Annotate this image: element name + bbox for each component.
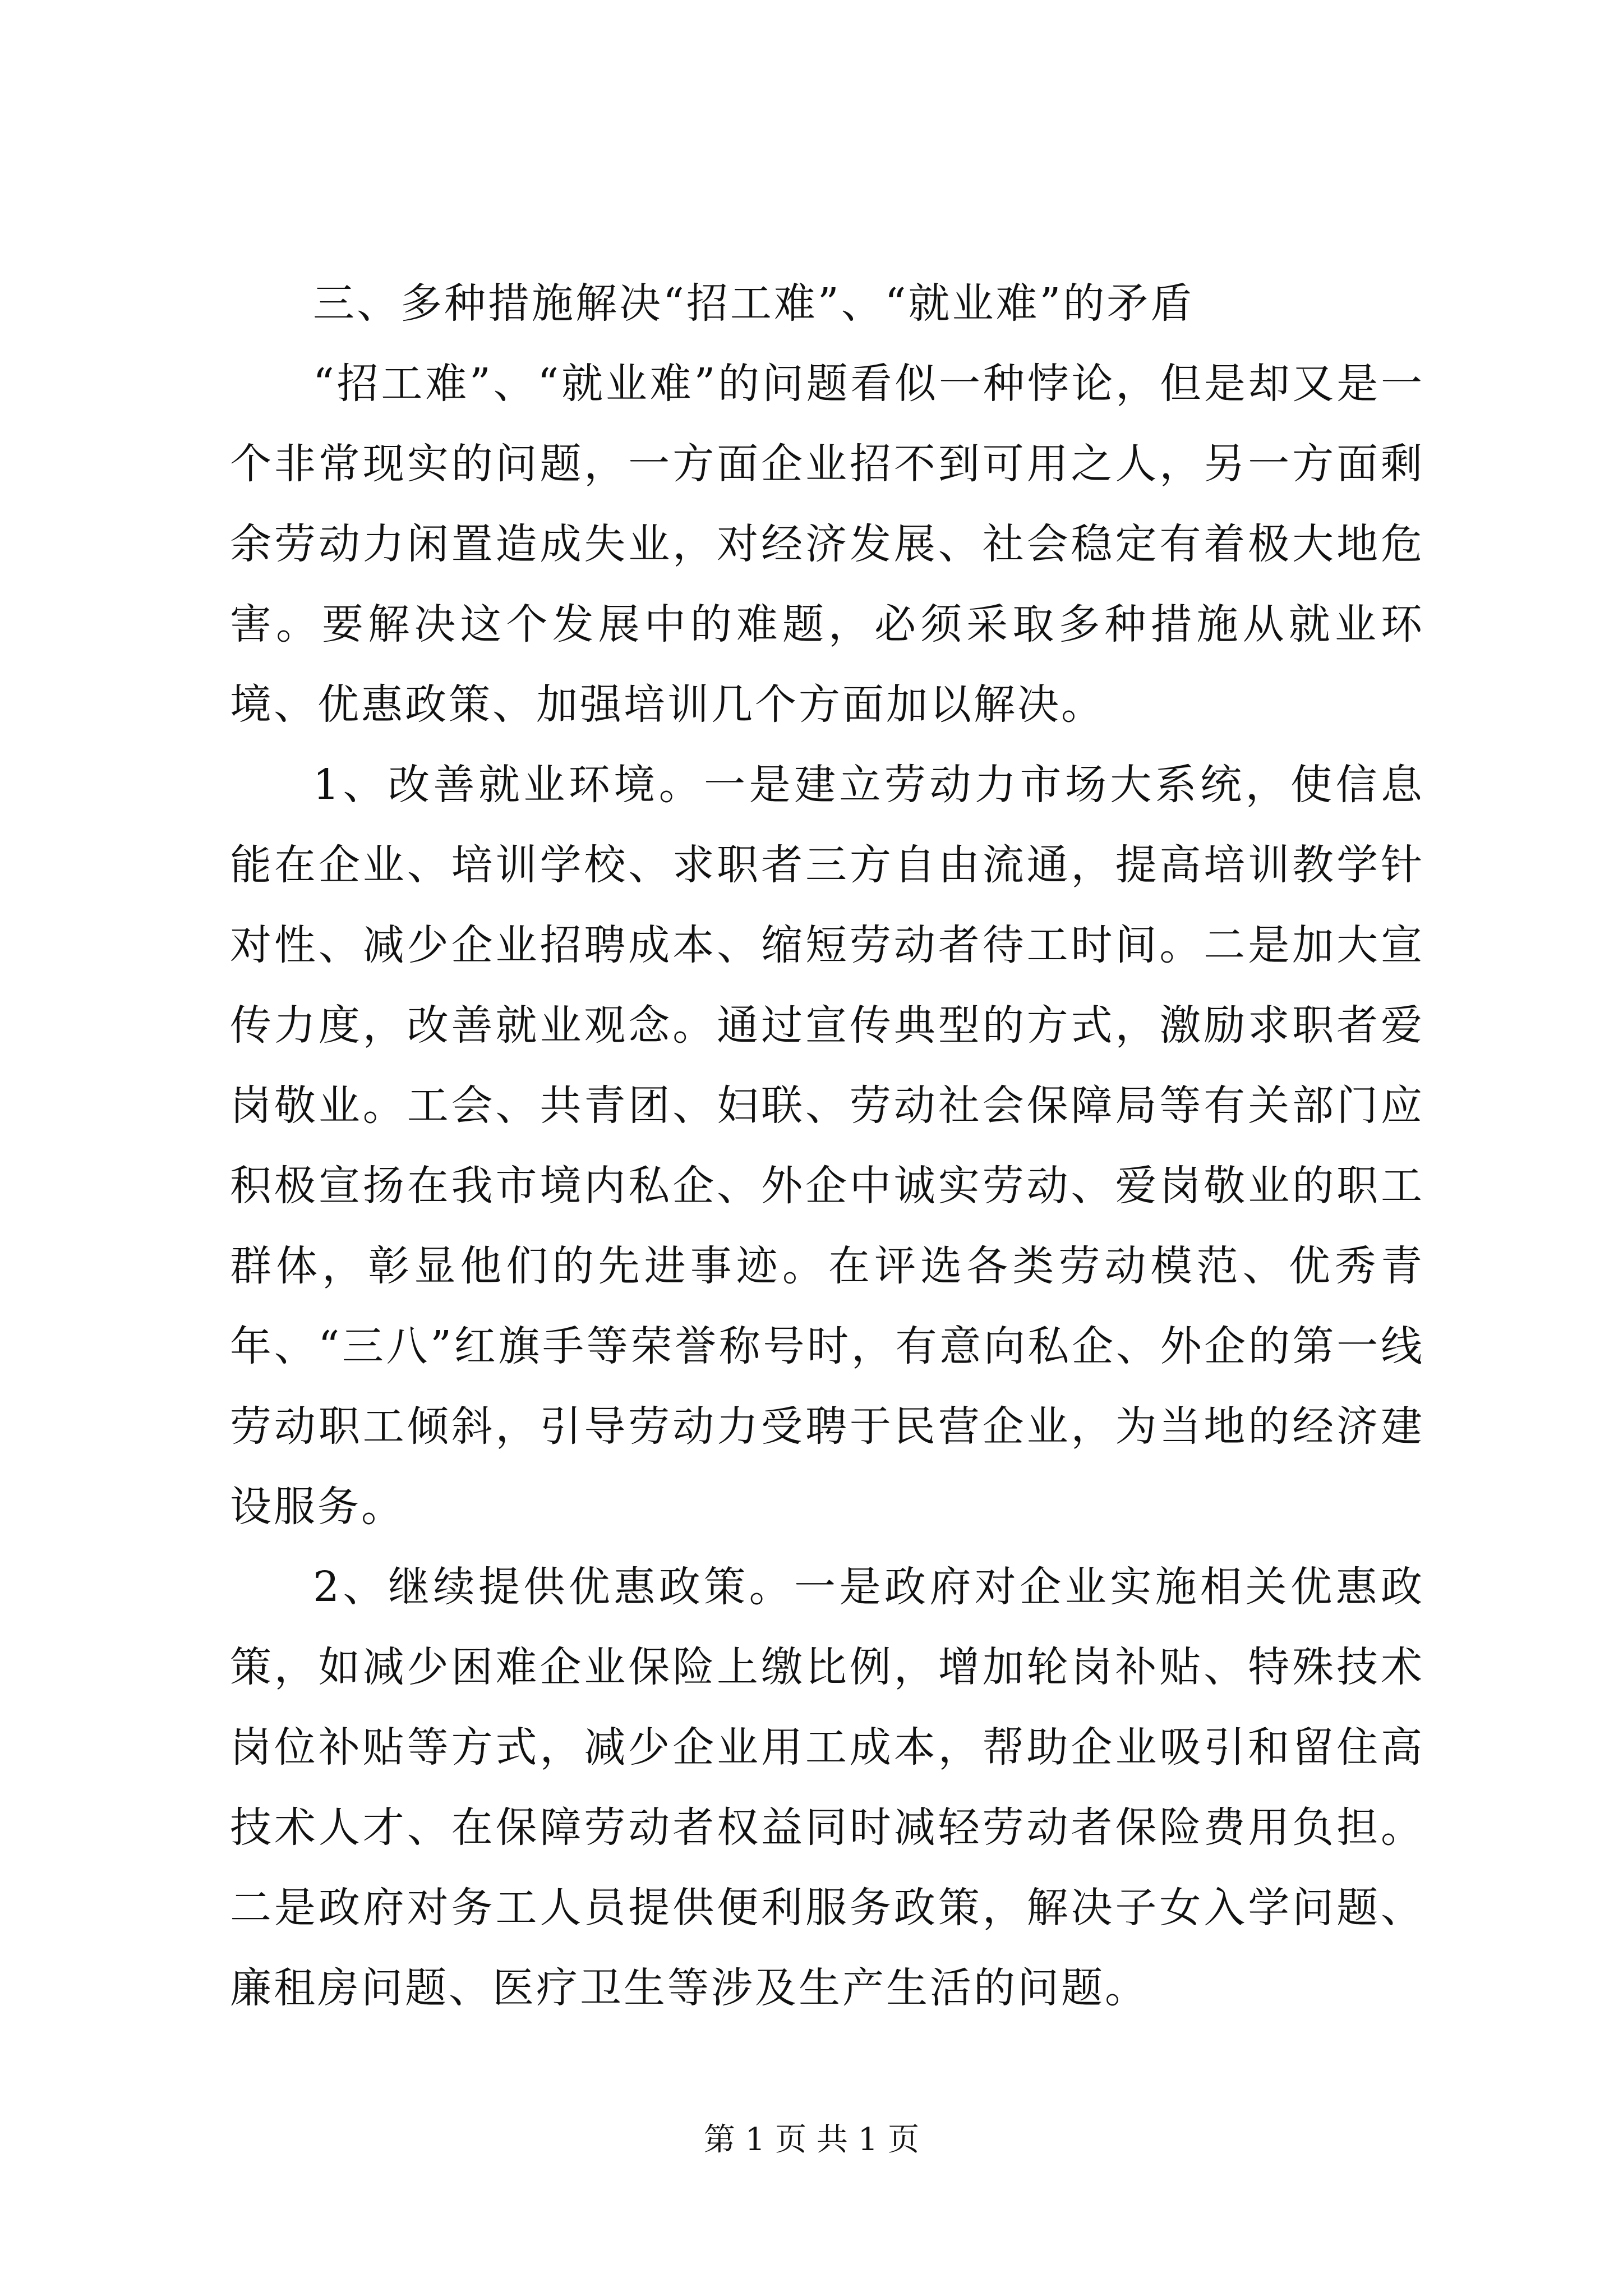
paragraph-intro: “招工难”、“就业难”的问题看似一种悖论，但是却又是一个非常现实的问题，一方面企业招不到可用之人，另一方面剩余劳动力闲置造成失业，对经济发展、社会稳定有着极大地危害。要解决这个发展中的难题，必须采取多种措施从就业环境、优惠政策、加强培训几个方面加以解决。 <box>230 360 1424 729</box>
paragraph-employment-environment: 1、改善就业环境。一是建立劳动力市场大系统，使信息能在企业、培训学校、求职者三方自由流通，提高培训教学针对性、减少企业招聘成本、缩短劳动者待工时间。二是加大宣传力度，改善就业观念。通过宣传典型的方式，激励求职者爱岗敬业。工会、共青团、妇联、劳动社会保障局等有关部门应积极宣扬在我市境内私企、外企中诚实劳动、爱岗敬业的职工群体，彰显他们的先进事迹。在评选各类劳动模范、优秀青年、“三八”红旗手等荣誉称号时，有意向私企、外企的第一线劳动职工倾斜，引导劳动力受聘于民营企业，为当地的经济建设服务。 <box>230 761 1424 1531</box>
document-body <box>230 264 1424 2028</box>
page-number-footer: 第 1 页 共 1 页 <box>703 2122 920 2158</box>
section-heading: 三、多种措施解决“招工难”、“就业难”的矛盾 <box>313 279 1195 328</box>
paragraph-preferential-policies: 2、继续提供优惠政策。一是政府对企业实施相关优惠政策，如减少困难企业保险上缴比例，增加轮岗补贴、特殊技术岗位补贴等方式，减少企业用工成本，帮助企业吸引和留住高技术人才、在保障劳动者权益同时减轻劳动者保险费用负担。二是政府对务工人员提供便利服务政策，解决子女入学问题、廉租房问题、医疗卫生等涉及生产生活的问题。 <box>230 1563 1424 2012</box>
